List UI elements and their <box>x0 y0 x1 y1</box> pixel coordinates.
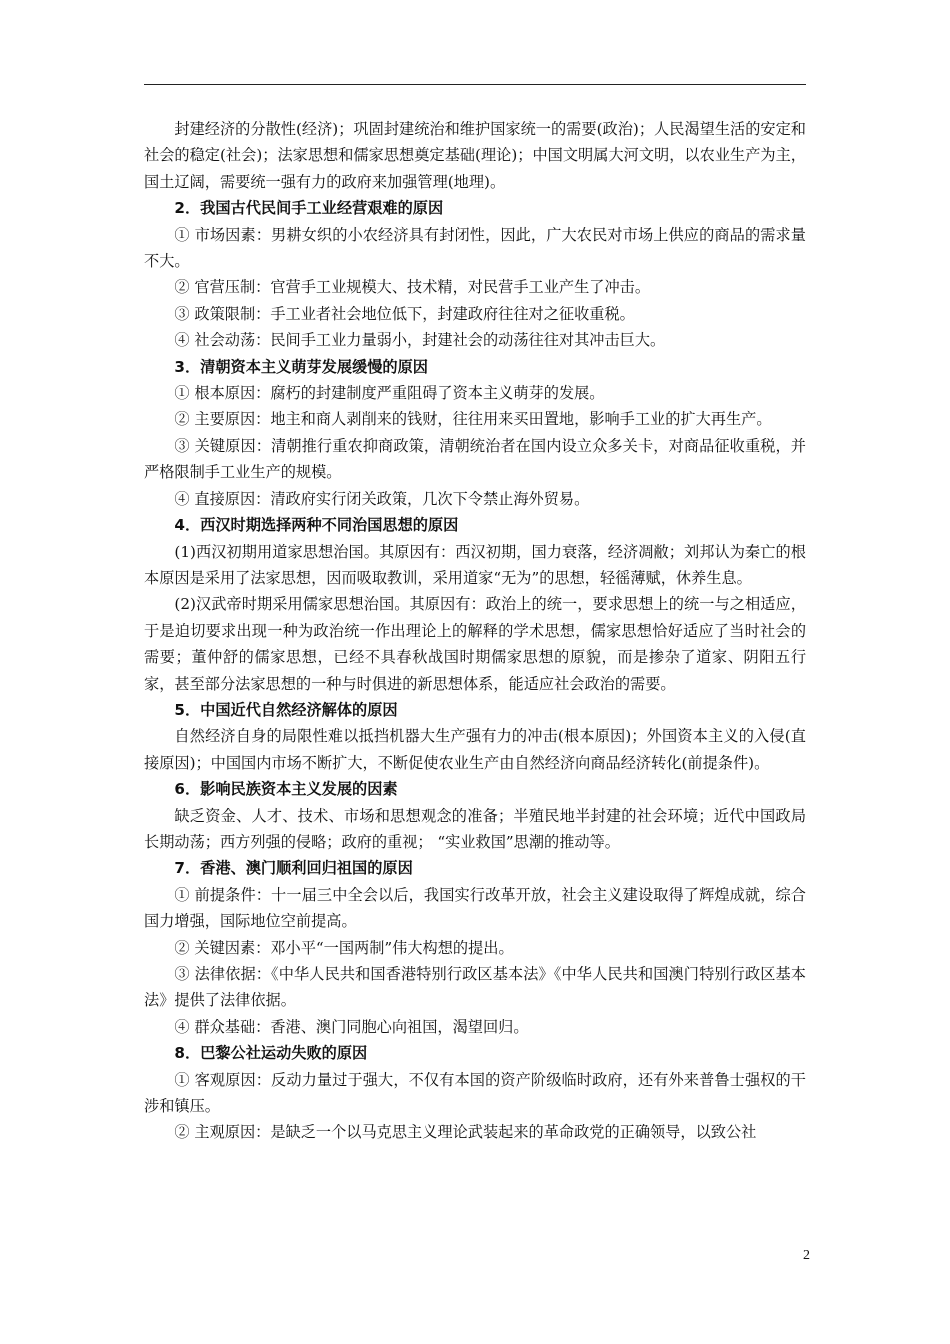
section-6 <box>144 776 806 855</box>
section-heading: 3．清朝资本主义萌芽发展缓慢的原因 <box>174 357 428 376</box>
section-heading: 4．西汉时期选择两种不同治国思想的原因 <box>174 516 459 535</box>
section-5 <box>144 697 806 776</box>
section-8 <box>144 1040 806 1146</box>
section-paragraph: 自然经济自身的局限性难以抵挡机器大生产强有力的冲击(根本原因)；外国资本主义的入侵(直接原因)；中国国内市场不断扩大，不断促使农业生产由自然经济向商品经济转化(前提条件)。 <box>144 727 806 772</box>
intro-paragraph: 封建经济的分散性(经济)；巩固封建统治和维护国家统一的需要(政治)；人民渴望生活的安定和社会的稳定(社会)；法家思想和儒家思想奠定基础(理论)；中国文明属大河文明，以农业生产为主，国土辽阔，需要统一强有力的政府来加强管理(地理)。 <box>144 120 806 191</box>
header-rule <box>144 84 806 85</box>
section-paragraph: 缺乏资金、人才、技术、市场和思想观念的准备；半殖民地半封建的社会环境；近代中国政局长期动荡；西方列强的侵略；政府的重视； “实业救国”思潮的推动等。 <box>144 806 806 851</box>
section-3 <box>144 354 806 512</box>
section-paragraph: ① 客观原因：反动力量过于强大，不仅有本国的资产阶级临时政府，还有外来普鲁士强权的干涉和镇压。 <box>144 1070 806 1116</box>
page-number: 2 <box>803 1248 810 1263</box>
section-paragraph: ③ 政策限制：手工业者社会地位低下，封建政府往往对之征收重税。 <box>174 304 635 323</box>
section-paragraph: ① 根本原因：腐朽的封建制度严重阻碍了资本主义萌芽的发展。 <box>174 384 605 403</box>
section-heading: 8．巴黎公社运动失败的原因 <box>174 1044 368 1063</box>
section-heading: 2．我国古代民间手工业经营艰难的原因 <box>174 199 444 218</box>
section-heading: 7．香港、澳门顺利回归祖国的原因 <box>174 859 413 878</box>
section-paragraph: ③ 法律依据：《中华人民共和国香港特别行政区基本法》《中华人民共和国澳门特别行政区基本法》提供了法律依据。 <box>144 965 806 1010</box>
section-2 <box>144 195 806 353</box>
section-paragraph: ③ 关键原因：清朝推行重农抑商政策，清朝统治者在国内设立众多关卡，对商品征收重税，并严格限制手工业生产的规模。 <box>144 436 806 482</box>
section-paragraph: ② 主观原因：是缺乏一个以马克思主义理论武装起来的革命政党的正确领导，以致公社 <box>174 1123 757 1142</box>
section-paragraph: ① 前提条件：十一届三中全会以后，我国实行改革开放，社会主义建设取得了辉煌成就，综合国力增强，国际地位空前提高。 <box>144 885 806 931</box>
section-paragraph: ② 主要原因：地主和商人剥削来的钱财，往往用来买田置地，影响手工业的扩大再生产。 <box>174 410 772 429</box>
section-paragraph: (2)汉武帝时期采用儒家思想治国。其原因有：政治上的统一，要求思想上的统一与之相适应，于是迫切要求出现一种为政治统一作出理论上的解释的学术思想，儒家思想恰好适应了当时社会的需要；董仲舒的儒家思想，已经不具春秋战国时期儒家思想的原貌，而是掺杂了道家、阴阳五行家，甚至部分法家思想的一种与时俱进的新思想体系，能适应社会政治的需要。 <box>144 595 806 693</box>
section-paragraph: ② 官营压制：官营手工业规模大、技术精，对民营手工业产生了冲击。 <box>174 278 651 297</box>
section-4 <box>144 512 806 697</box>
section-paragraph: ① 市场因素：男耕女织的小农经济具有封闭性，因此，广大农民对市场上供应的商品的需求量不大。 <box>144 225 806 271</box>
section-paragraph: ④ 直接原因：清政府实行闭关政策，几次下令禁止海外贸易。 <box>174 489 590 508</box>
section-7 <box>144 855 806 1040</box>
section-paragraph: ④ 群众基础：香港、澳门同胞心向祖国，渴望回归。 <box>174 1017 529 1036</box>
section-paragraph: ② 关键因素：邓小平“一国两制”伟大构想的提出。 <box>174 938 514 957</box>
section-paragraph: ④ 社会动荡：民间手工业力量弱小，封建社会的动荡往往对其冲击巨大。 <box>174 331 666 350</box>
section-heading: 5．中国近代自然经济解体的原因 <box>174 700 398 719</box>
document-body <box>144 116 806 1146</box>
section-heading: 6．影响民族资本主义发展的因素 <box>174 780 398 799</box>
section-paragraph: (1)西汉初期用道家思想治国。其原因有：西汉初期，国力衰落，经济凋敝；刘邦认为秦亡的根本原因是采用了法家思想，因而吸取教训，采用道家“无为”的思想，轻徭薄赋，休养生息。 <box>144 542 806 587</box>
